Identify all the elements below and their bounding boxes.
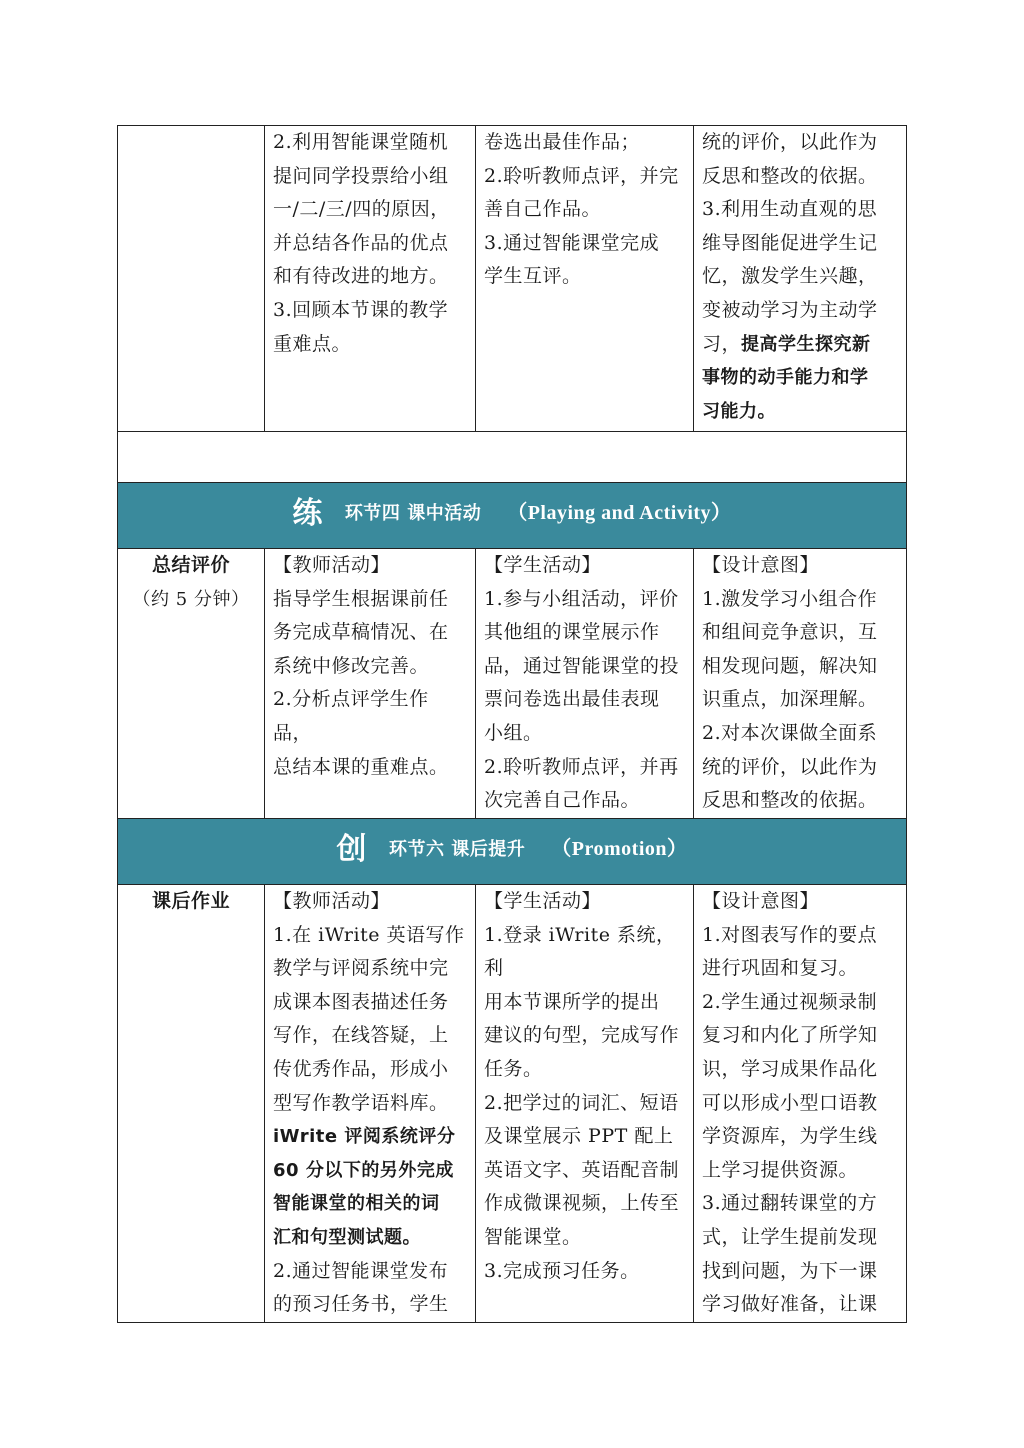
text-line: 3.通过智能课堂完成 <box>484 231 660 254</box>
banner-practice-english: （Playing and Activity） <box>507 501 732 524</box>
lesson-plan-table <box>117 125 907 1323</box>
text-line: 反思和整改的依据。 <box>702 789 878 812</box>
blank-row <box>118 432 907 483</box>
teacher-activity-heading: 【教师活动】 <box>273 890 391 912</box>
banner-create <box>118 819 907 885</box>
text-line: 3.回顾本节课的教学 <box>273 298 449 321</box>
text-line: 统的评价，以此作为 <box>702 755 878 778</box>
text-line: 2.利用智能课堂随机 <box>273 131 449 153</box>
text-line: 找到问题，为下一课 <box>702 1259 878 1282</box>
text-segment: 习， <box>702 332 742 355</box>
bold-text-line: iWrite 评阅系统评分 <box>273 1126 456 1148</box>
continued-teacher-cell <box>265 126 476 432</box>
text-line: 忆，激发学生兴趣， <box>702 265 878 288</box>
text-line: 小组。 <box>484 721 543 744</box>
text-line: 相发现问题，解决知 <box>702 654 878 677</box>
text-line: 1.在 iWrite 英语写作 <box>273 923 465 946</box>
text-line: 2.对本次课做全面系 <box>702 721 878 744</box>
bold-text-line: 事物的动手能力和学 <box>702 367 869 389</box>
text-line: 和组间竞争意识，互 <box>702 621 878 644</box>
text-line: 一/二/三/四的原因， <box>273 198 450 221</box>
text-line: 变被动学习为主动学 <box>702 298 878 321</box>
text-line: 其他组的课堂展示作 <box>484 621 660 644</box>
text-line: 2.学生通过视频录制 <box>702 990 878 1013</box>
homework-row <box>118 885 907 1323</box>
blank-cell <box>118 432 907 483</box>
text-line: 1.激发学习小组合作 <box>702 587 878 610</box>
text-line: 重难点。 <box>273 332 352 355</box>
summary-design-cell <box>694 549 907 819</box>
text-line: 卷选出最佳作品； <box>484 131 641 153</box>
bold-text-line: 汇和句型测试题。 <box>273 1226 421 1248</box>
text-line: 传优秀作品，形成小 <box>273 1057 449 1080</box>
text-line: 务完成草稿情况、在 <box>273 621 449 644</box>
text-line: 英语文字、英语配音制 <box>484 1158 680 1181</box>
text-line: 及课堂展示 PPT 配上 <box>484 1125 674 1148</box>
summary-label-cell <box>118 549 265 819</box>
banner-create-content <box>336 833 687 867</box>
text-line: 建议的句型，完成写作 <box>484 1024 680 1047</box>
text-line: 次完善自己作品。 <box>484 789 641 812</box>
text-line: 系统中修改完善。 <box>273 654 430 677</box>
bold-text-line: 智能课堂的相关的词 <box>273 1193 440 1215</box>
text-line: 维导图能促进学生记 <box>702 231 878 254</box>
text-line: 写作，在线答疑，上 <box>273 1024 449 1047</box>
continued-row <box>118 126 907 432</box>
text-line: 教学与评阅系统中完 <box>273 957 449 980</box>
text-line: 3.通过翻转课堂的方 <box>702 1192 878 1215</box>
text-line: 3.利用生动直观的思 <box>702 198 878 221</box>
banner-create-char: 创 <box>336 831 367 867</box>
text-line: 1.参与小组活动，评价 <box>484 587 679 610</box>
banner-create-cell <box>118 819 907 885</box>
text-line: 可以形成小型口语教 <box>702 1091 878 1114</box>
text-line: 2.聆听教师点评，并完 <box>484 164 679 187</box>
text-line: 式，让学生提前发现 <box>702 1225 878 1248</box>
text-line: 作成微课视频，上传至 <box>484 1192 680 1215</box>
summary-teacher-cell <box>265 549 476 819</box>
design-intent-heading: 【设计意图】 <box>702 554 820 576</box>
text-line: 票问卷选出最佳表现 <box>484 688 660 711</box>
summary-row <box>118 549 907 819</box>
banner-practice-cell <box>118 483 907 549</box>
bold-text-segment: 提高学生探究新 <box>741 333 871 355</box>
text-line: 总结本课的重难点。 <box>273 755 449 778</box>
text-line: 学资源库，为学生线 <box>702 1125 878 1148</box>
text-line: 上学习提供资源。 <box>702 1158 859 1181</box>
text-line: 用本节课所学的提出 <box>484 990 660 1013</box>
homework-design-cell <box>694 885 907 1323</box>
continued-label-cell <box>118 126 265 432</box>
text-line: 学习做好准备，让课 <box>702 1293 878 1316</box>
student-activity-heading: 【学生活动】 <box>484 890 602 912</box>
text-line: 提问同学投票给小组 <box>273 164 449 187</box>
text-line: 成课本图表描述任务 <box>273 990 449 1013</box>
homework-student-cell <box>476 885 694 1323</box>
teacher-activity-heading: 【教师活动】 <box>273 554 391 576</box>
banner-create-english: （Promotion） <box>551 837 688 860</box>
text-line: 统的评价，以此作为 <box>702 131 878 153</box>
summary-student-cell <box>476 549 694 819</box>
continued-design-cell <box>694 126 907 432</box>
text-line: 1.登录 iWrite 系统，利 <box>484 923 676 980</box>
text-line-mixed <box>702 328 898 362</box>
bold-text-line: 60 分以下的另外完成 <box>273 1159 454 1181</box>
summary-label: 总结评价 <box>151 554 230 576</box>
text-line: 指导学生根据课前任 <box>273 587 449 610</box>
text-line: 善自己作品。 <box>484 198 602 221</box>
homework-label-cell <box>118 885 265 1323</box>
banner-practice-char: 练 <box>292 495 323 531</box>
text-line: 2.聆听教师点评，并再 <box>484 755 679 778</box>
text-line: 识重点，加深理解。 <box>702 688 878 711</box>
text-line: 3.完成预习任务。 <box>484 1259 640 1282</box>
bold-text-line: 习能力。 <box>702 400 776 422</box>
summary-duration: （约 5 分钟） <box>132 588 250 610</box>
text-line: 型写作教学语料库。 <box>273 1091 449 1114</box>
text-line: 复习和内化了所学知 <box>702 1024 878 1047</box>
banner-create-stage: 环节六 课后提升 <box>388 838 526 860</box>
banner-practice-stage: 环节四 课中活动 <box>344 502 482 524</box>
banner-practice-content <box>292 497 731 531</box>
homework-teacher-cell <box>265 885 476 1323</box>
text-line: 品，通过智能课堂的投 <box>484 654 680 677</box>
text-line: 智能课堂。 <box>484 1225 582 1248</box>
text-line: 学生互评。 <box>484 265 582 288</box>
text-line: 2.把学过的词汇、短语 <box>484 1091 679 1114</box>
homework-label: 课后作业 <box>151 890 230 912</box>
text-line: 任务。 <box>484 1057 543 1080</box>
text-line: 和有待改进的地方。 <box>273 265 449 288</box>
text-line: 并总结各作品的优点 <box>273 231 449 254</box>
text-line: 2.通过智能课堂发布 <box>273 1259 449 1282</box>
text-line: 识，学习成果作品化 <box>702 1057 878 1080</box>
student-activity-heading: 【学生活动】 <box>484 554 602 576</box>
text-line: 的预习任务书，学生 <box>273 1293 449 1316</box>
banner-practice <box>118 483 907 549</box>
continued-student-cell <box>476 126 694 432</box>
design-intent-heading: 【设计意图】 <box>702 890 820 912</box>
text-line: 1.对图表写作的要点 <box>702 923 878 946</box>
text-line: 2.分析点评学生作品， <box>273 688 429 744</box>
text-line: 反思和整改的依据。 <box>702 164 878 187</box>
text-line: 进行巩固和复习。 <box>702 957 859 980</box>
